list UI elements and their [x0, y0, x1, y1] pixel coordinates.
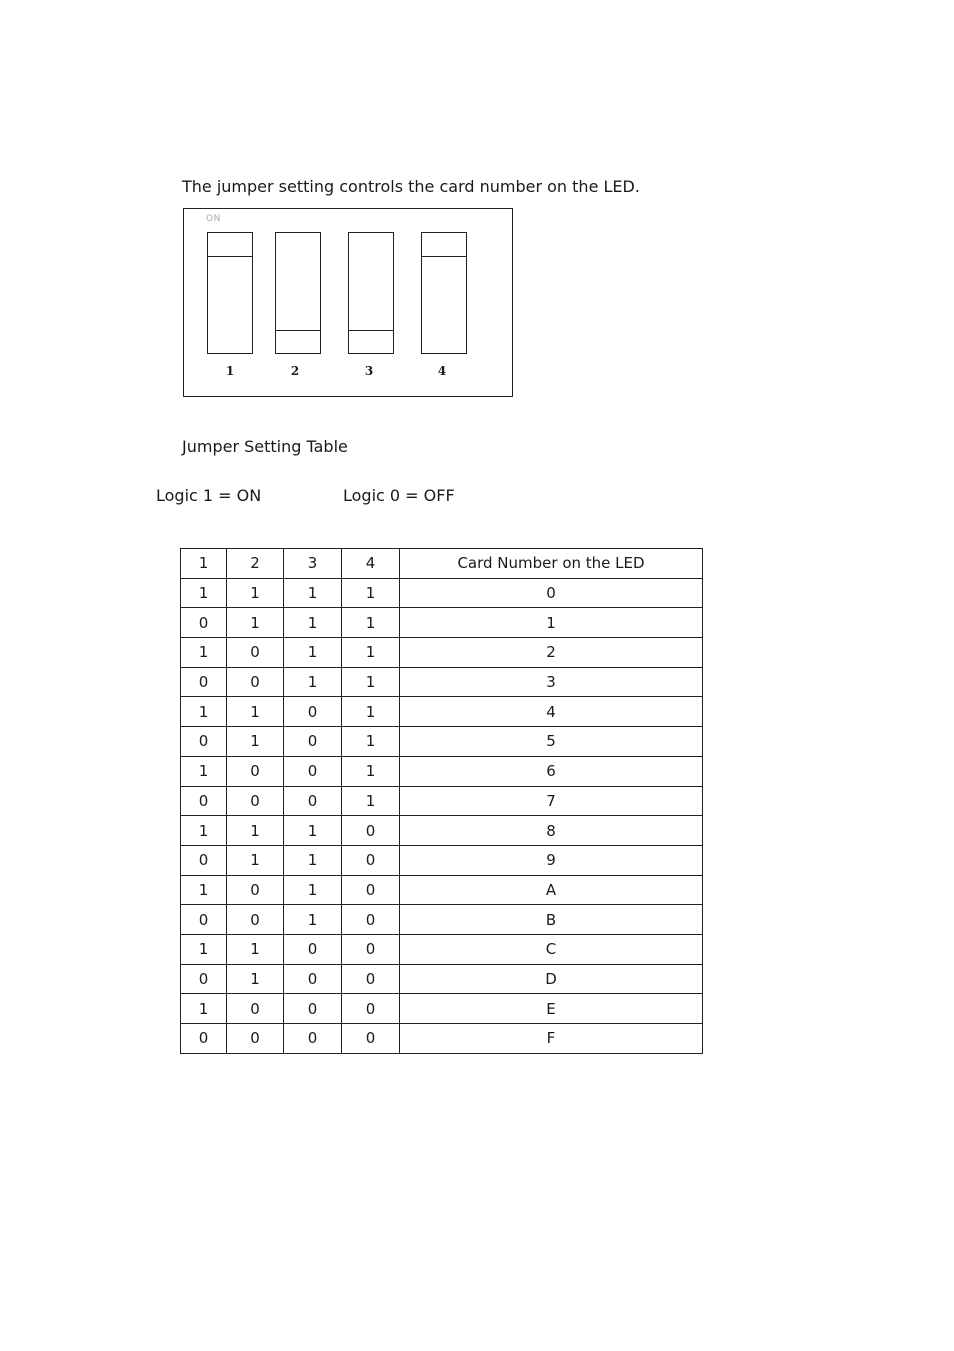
switch-value-cell: 0: [227, 638, 284, 668]
card-number-cell: 0: [400, 578, 703, 608]
switch-value-cell: 1: [284, 667, 342, 697]
switch-value-cell: 1: [181, 578, 227, 608]
table-row: [181, 786, 703, 816]
switch-value-cell: 1: [342, 608, 400, 638]
switch-value-cell: 1: [284, 905, 342, 935]
switch-value-cell: 1: [227, 934, 284, 964]
table-row: [181, 578, 703, 608]
dip-switch-4: [421, 232, 467, 354]
table-row: [181, 845, 703, 875]
switch-value-cell: 0: [227, 994, 284, 1024]
card-number-cell: 2: [400, 638, 703, 668]
switch-value-cell: 0: [181, 964, 227, 994]
header-switch-4: 4: [342, 549, 400, 579]
switch-value-cell: 0: [181, 1024, 227, 1054]
switch-value-cell: 1: [227, 697, 284, 727]
switch-value-cell: 1: [342, 578, 400, 608]
switch-value-cell: 1: [181, 816, 227, 846]
switch-value-cell: 0: [342, 934, 400, 964]
table-row: [181, 816, 703, 846]
switch-value-cell: 1: [181, 756, 227, 786]
table-row: [181, 875, 703, 905]
switch-value-cell: 1: [342, 756, 400, 786]
switch-lever: [208, 256, 252, 257]
switch-value-cell: 0: [181, 608, 227, 638]
table-title: Jumper Setting Table: [182, 437, 348, 456]
card-number-cell: C: [400, 934, 703, 964]
switch-number-3: 3: [364, 364, 374, 378]
dip-switch-2: [275, 232, 321, 354]
switch-value-cell: 0: [284, 994, 342, 1024]
switch-number-4: 4: [437, 364, 447, 378]
header-switch-2: 2: [227, 549, 284, 579]
dip-switch-1: [207, 232, 253, 354]
switch-value-cell: 0: [227, 875, 284, 905]
card-number-cell: D: [400, 964, 703, 994]
switch-lever: [349, 330, 393, 331]
switch-value-cell: 0: [284, 964, 342, 994]
table-body: [181, 578, 703, 1053]
switch-value-cell: 0: [227, 756, 284, 786]
table-row: [181, 994, 703, 1024]
card-number-cell: 4: [400, 697, 703, 727]
switch-value-cell: 0: [181, 667, 227, 697]
switch-value-cell: 1: [342, 667, 400, 697]
table-row: [181, 905, 703, 935]
switch-value-cell: 0: [342, 994, 400, 1024]
switch-value-cell: 1: [284, 845, 342, 875]
table-row: [181, 667, 703, 697]
table-row: [181, 638, 703, 668]
table-row: [181, 964, 703, 994]
switch-value-cell: 0: [342, 816, 400, 846]
switch-value-cell: 1: [227, 964, 284, 994]
switch-number-2: 2: [290, 364, 300, 378]
switch-value-cell: 0: [284, 786, 342, 816]
header-switch-1: 1: [181, 549, 227, 579]
card-number-cell: 6: [400, 756, 703, 786]
on-label: ON: [206, 214, 221, 224]
switch-value-cell: 1: [227, 845, 284, 875]
table-row: [181, 756, 703, 786]
card-number-cell: 8: [400, 816, 703, 846]
switch-lever: [276, 330, 320, 331]
switch-value-cell: 1: [181, 697, 227, 727]
switch-value-cell: 1: [342, 727, 400, 757]
switch-value-cell: 0: [181, 786, 227, 816]
switch-value-cell: 0: [227, 1024, 284, 1054]
switch-value-cell: 0: [284, 727, 342, 757]
switch-value-cell: 0: [342, 1024, 400, 1054]
table-row: [181, 1024, 703, 1054]
switch-lever: [422, 256, 466, 257]
switch-value-cell: 1: [342, 697, 400, 727]
switch-value-cell: 1: [181, 638, 227, 668]
card-number-cell: 9: [400, 845, 703, 875]
switch-value-cell: 0: [342, 964, 400, 994]
card-number-cell: 1: [400, 608, 703, 638]
switch-value-cell: 0: [181, 727, 227, 757]
switch-value-cell: 0: [342, 875, 400, 905]
switch-value-cell: 1: [181, 875, 227, 905]
card-number-cell: 5: [400, 727, 703, 757]
card-number-cell: A: [400, 875, 703, 905]
logic-zero-legend: Logic 0 = OFF: [343, 486, 455, 505]
logic-one-legend: Logic 1 = ON: [156, 486, 262, 505]
switch-value-cell: 0: [284, 1024, 342, 1054]
table-row: [181, 934, 703, 964]
dip-switch-3: [348, 232, 394, 354]
switch-value-cell: 1: [227, 816, 284, 846]
jumper-setting-table: [180, 548, 703, 1054]
switch-value-cell: 1: [181, 994, 227, 1024]
switch-number-1: 1: [225, 364, 235, 378]
table-header-row: [181, 549, 703, 579]
switch-value-cell: 0: [284, 934, 342, 964]
switch-value-cell: 1: [284, 608, 342, 638]
card-number-cell: B: [400, 905, 703, 935]
switch-value-cell: 0: [227, 905, 284, 935]
switch-value-cell: 0: [227, 667, 284, 697]
table-row: [181, 608, 703, 638]
switch-value-cell: 1: [227, 578, 284, 608]
switch-value-cell: 0: [181, 905, 227, 935]
switch-value-cell: 1: [284, 875, 342, 905]
switch-value-cell: 1: [284, 816, 342, 846]
switch-value-cell: 1: [227, 608, 284, 638]
table-row: [181, 727, 703, 757]
header-switch-3: 3: [284, 549, 342, 579]
intro-text: The jumper setting controls the card number on the LED.: [182, 177, 640, 196]
switch-value-cell: 0: [342, 905, 400, 935]
switch-value-cell: 0: [227, 786, 284, 816]
switch-value-cell: 1: [342, 786, 400, 816]
switch-value-cell: 1: [227, 727, 284, 757]
header-card-number: Card Number on the LED: [400, 549, 703, 579]
card-number-cell: E: [400, 994, 703, 1024]
table-row: [181, 697, 703, 727]
switch-value-cell: 1: [181, 934, 227, 964]
switch-value-cell: 1: [284, 578, 342, 608]
switch-value-cell: 0: [284, 697, 342, 727]
switch-value-cell: 1: [284, 638, 342, 668]
card-number-cell: 3: [400, 667, 703, 697]
card-number-cell: 7: [400, 786, 703, 816]
card-number-cell: F: [400, 1024, 703, 1054]
switch-value-cell: 0: [342, 845, 400, 875]
switch-value-cell: 0: [284, 756, 342, 786]
switch-value-cell: 1: [342, 638, 400, 668]
switch-value-cell: 0: [181, 845, 227, 875]
